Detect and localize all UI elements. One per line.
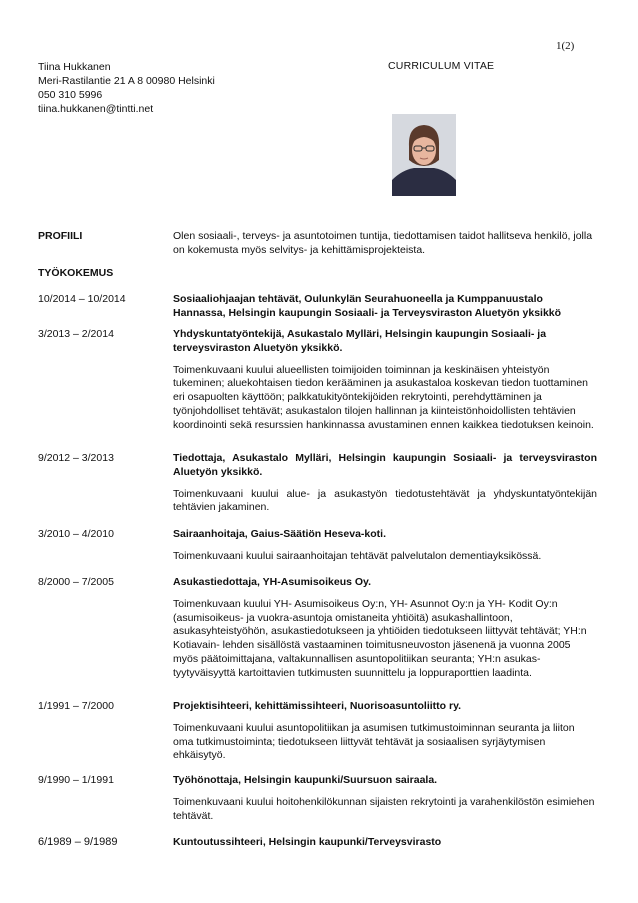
applicant-address: Meri-Rastilantie 21 A 8 00980 Helsinki (38, 75, 215, 87)
job-dates: 9/2012 – 3/2013 (38, 452, 114, 464)
job-entry (173, 328, 597, 433)
applicant-email: tiina.hukkanen@tintti.net (38, 103, 154, 115)
job-title: Sairaanhoitaja, Gaius-Säätiön Heseva-koti. (173, 528, 386, 540)
job-title: Kuntoutussihteeri, Helsingin kaupunki/Terveysvirasto (173, 836, 442, 848)
job-title: Sosiaaliohjaajan tehtävät, Oulunkylän Seurahuoneella ja Kumppanuustalo Hannassa, Helsingin kaupungin Sosiaali- ja Terveysviraston Aluetyön yksikkö (173, 293, 562, 319)
job-description: Toimenkuvaani kuului hoitohenkilökunnan sijaisten rekrytointi ja varahenkilöstön esimiehen tehtävät. (173, 795, 595, 822)
job-description: Toimenkuvaani kuului asuntopolitiikan ja asumisen tutkimustoiminnan seuranta ja liiton oma tutkimustoiminta; tiedotukseen liittyvät tehtävät ja sosiaalisen syrjäytymisen ehkäisytyö. (173, 721, 575, 762)
portrait-image (392, 114, 456, 196)
contact-info (38, 60, 215, 116)
job-entry (173, 774, 597, 823)
job-title: Työhönottaja, Helsingin kaupunki/Suursuon sairaala. (173, 774, 438, 786)
job-description: Toimenkuvaani kuului sairaanhoitajan tehtävät palvelutalon dementiayksikössä. (173, 549, 542, 562)
profile-heading: PROFIILI (38, 230, 83, 242)
profile-photo (392, 114, 456, 196)
job-description: Toimenkuvaani kuului alueellisten toimijoiden toiminnan ja keskinäisen yhteistyön tukeminen; aluekohtaisen tiedon kerääminen ja asukastaloa koskevan tiedon tuottaminen eri osapuolten käyttöön; palkkatukityöntekijöiden rekrytointi, perehdyttäminen ja työnjohdolliset tehtävät; asukastalon tilojen hallinnan ja kiinteistönhoidollisten tehtävien koordinointi sekä resurssien hankinnassa avustaminen ennen kaikkea tiedotuksen keinoin. (173, 363, 594, 431)
work-experience-heading: TYÖKOKEMUS (38, 267, 114, 279)
job-entry (173, 452, 597, 515)
job-dates: 3/2013 – 2/2014 (38, 328, 114, 340)
job-entry (173, 700, 597, 763)
applicant-name: Tiina Hukkanen (38, 61, 111, 73)
job-dates: 9/1990 – 1/1991 (38, 774, 114, 786)
job-entry (173, 528, 597, 564)
profile-text (173, 230, 597, 258)
job-dates: 1/1991 – 7/2000 (38, 700, 114, 712)
job-title: Asukastiedottaja, YH-Asumisoikeus Oy. (173, 576, 372, 588)
applicant-phone: 050 310 5996 (38, 89, 103, 101)
job-dates: 3/2010 – 4/2010 (38, 528, 114, 540)
profile-summary: Olen sosiaali-, terveys- ja asuntotoimen tuntija, tiedottamisen taidot hallitseva henkilö, jolla on kokemusta myös selvitys- ja kehittämisprojekteista. (173, 230, 593, 256)
job-dates: 10/2014 – 10/2014 (38, 293, 126, 305)
job-dates: 8/2000 – 7/2005 (38, 576, 114, 588)
job-entry (173, 576, 597, 681)
job-entry (173, 293, 597, 321)
job-description: Toimenkuvaani kuului alue- ja asukastyön tiedotustehtävät ja yhdyskuntatyöntekijän tehtävien jakaminen. (173, 487, 597, 514)
job-description: Toimenkuvaan kuului YH- Asumisoikeus Oy:n, YH- Asunnot Oy:n ja YH- Kodit Oy:n (asumisoikeus- ja vuokra-asuntoja omistaneita yhtiöitä) asukashallintoon, asukasyhteistyöhön, asukastiedotukseen ja yhtiöiden tiedotukseen liittyvät tehtävät; YH:n Kotiavain- lehden sisällöstä vastaaminen toimitusneuvoston jäsenenä ja vuonna 2005 myös päätoimittajana, valtakunnallisen asuntopolitiikan seuranta; YH:n asukas- tyytyväisyyttä kartoittavien tutkimusten suunnittelu ja loppuraporttien laadinta. (173, 597, 587, 679)
job-entry (173, 836, 597, 850)
page-number: 1(2) (556, 40, 575, 52)
job-dates: 6/1989 – 9/1989 (38, 836, 118, 848)
job-title: Tiedottaja, Asukastalo Mylläri, Helsingin kaupungin Sosiaali- ja terveysviraston Aluetyön yksikkö. (173, 452, 597, 478)
job-title: Yhdyskuntatyöntekijä, Asukastalo Mylläri, Helsingin kaupungin Sosiaali- ja terveysviraston Aluetyön yksikkö. (173, 328, 547, 354)
document-title: CURRICULUM VITAE (388, 60, 495, 72)
job-title: Projektisihteeri, kehittämissihteeri, Nuorisoasuntoliitto ry. (173, 700, 462, 712)
